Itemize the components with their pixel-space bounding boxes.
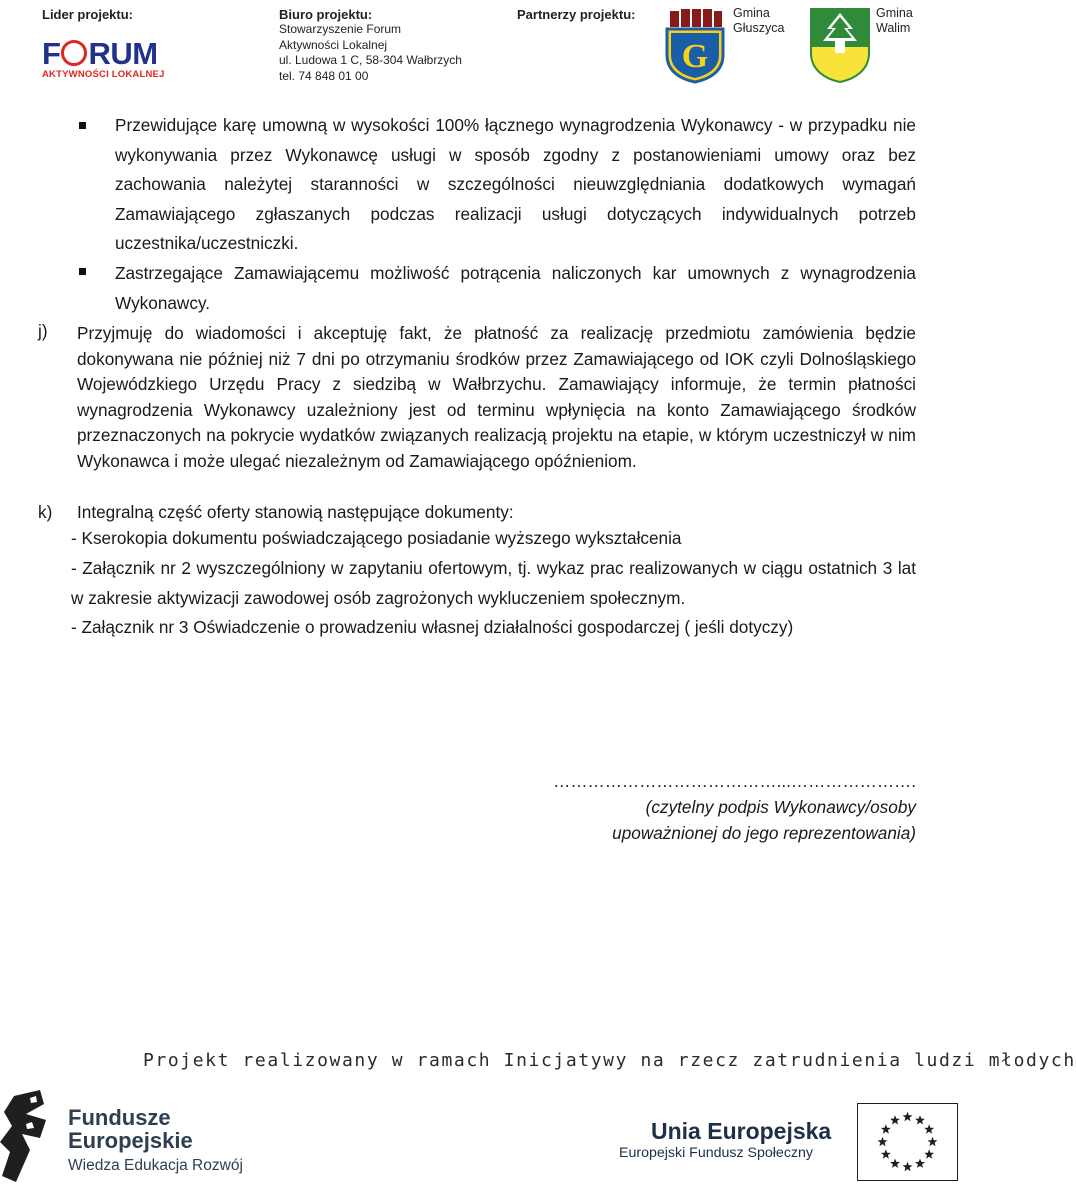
fe-line1: Fundusze <box>68 1105 171 1130</box>
office-line: tel. 74 848 01 00 <box>279 68 369 83</box>
item-k-text: Integralną część oferty stanowią następujące dokumenty: <box>77 502 514 522</box>
partner-walim-line2: Walim <box>876 21 911 35</box>
office-line: Aktywności Lokalnej <box>279 37 388 52</box>
office-line: Stowarzyszenie Forum <box>279 22 402 36</box>
partner-walim <box>876 6 913 36</box>
bullet-penalty-clause: Przewidujące karę umowną w wysokości 100% łącznego wynagrodzenia Wykonawcy - w przypadku nie wykonywania przez Wykonawcę usługi w sposób zgodny z postanowieniami umowy oraz bez zachowania należytej staranności w szczególności nieuwzględniania dodatkowych wymagań Zamawiającego zgłaszanych podczas realizacji usługi dotyczących indywidualnych potrzeb uczestnika/uczestniczki. <box>115 115 916 253</box>
project-funding-statement: Projekt realizowany w ramach Inicjatywy na rzecz zatrudnienia ludzi młodych <box>143 1050 1076 1071</box>
signature-caption-line2: upoważnionej do jego reprezentowania) <box>612 823 916 843</box>
gluszyca-coat-of-arms-icon <box>664 7 726 83</box>
square-bullet-icon <box>79 122 86 129</box>
forum-logo-subtitle: AKTYWNOŚCI LOKALNEJ <box>42 69 165 80</box>
item-j-payment-text: Przyjmuję do wiadomości i akceptuję fakt, że płatność za realizację przedmiotu zamówienia będzie dokonywana nie później niż 7 dni po otrzymaniu środków przez Zamawiającego od IOK czyli Dolnośląskiego Wojewódzkiego Urzędu Pracy z siedzibą w Wałbrzychu. Zamawiający informuje, że termin płatności wynagrodzenia Wykonawcy uzależniony jest od terminu wpłynięcia na konto Zamawiającego środków przeznaczonych na pokrycie wydatków związanych realizacją projektu na etapie, w którym uczestniczył w nim Wykonawca i może ulegać niezależnym od Zamawiającego opóźnieniom. <box>77 323 916 471</box>
office-line: ul. Ludowa 1 C, 58-304 Wałbrzych <box>279 53 462 67</box>
partner-gluszyca <box>733 6 784 36</box>
forum-logo: F RUM <box>42 36 158 71</box>
eu-flag-icon <box>857 1103 958 1181</box>
project-office-address <box>279 22 462 84</box>
item-k-label: k) <box>38 502 53 522</box>
fe-line2: Europejskie <box>68 1128 193 1153</box>
document-item: - Kserokopia dokumentu poświadczającego posiadanie wyższego wykształcenia <box>71 528 682 548</box>
walim-coat-of-arms-icon <box>809 7 871 83</box>
fundusze-europejskie-logo-icon <box>0 1090 56 1182</box>
signature-caption-line1: (czytelny podpis Wykonawcy/osoby <box>645 797 916 817</box>
partner-gluszyca-line1: Gmina <box>733 6 770 20</box>
gluszyca-emblem-letter: G <box>681 38 709 75</box>
project-leader-label: Lider projektu: <box>42 7 134 22</box>
signature-block <box>540 768 916 846</box>
eu-title: Unia Europejska <box>651 1118 832 1144</box>
project-office-label: Biuro projektu: <box>279 7 373 22</box>
item-j-label: j) <box>38 321 48 341</box>
fe-slogan: Wiedza Edukacja Rozwój <box>68 1157 243 1174</box>
signature-line: …………………………………...…………………. <box>553 771 916 791</box>
fundusze-europejskie-name <box>68 1106 193 1152</box>
partners-label: Partnerzy projektu: <box>517 7 636 22</box>
square-bullet-icon <box>79 268 86 275</box>
eu-subtitle: Europejski Fundusz Społeczny <box>619 1145 813 1161</box>
document-item: - Załącznik nr 3 Oświadczenie o prowadzeniu własnej działalności gospodarczej ( jeśli dotyczy) <box>71 617 794 637</box>
document-item: - Załącznik nr 2 wyszczególniony w zapytaniu ofertowym, tj. wykaz prac realizowanych w ciągu ostatnich 3 lat w zakresie aktywizacji zawodowej osób zagrożonych wykluczeniem społecznym. <box>71 558 916 608</box>
partner-walim-line1: Gmina <box>876 6 913 20</box>
partner-gluszyca-line2: Głuszyca <box>733 21 785 35</box>
bullet-deduction-clause: Zastrzegające Zamawiającemu możliwość potrącenia naliczonych kar umownych z wynagrodzenia Wykonawcy. <box>115 263 916 313</box>
